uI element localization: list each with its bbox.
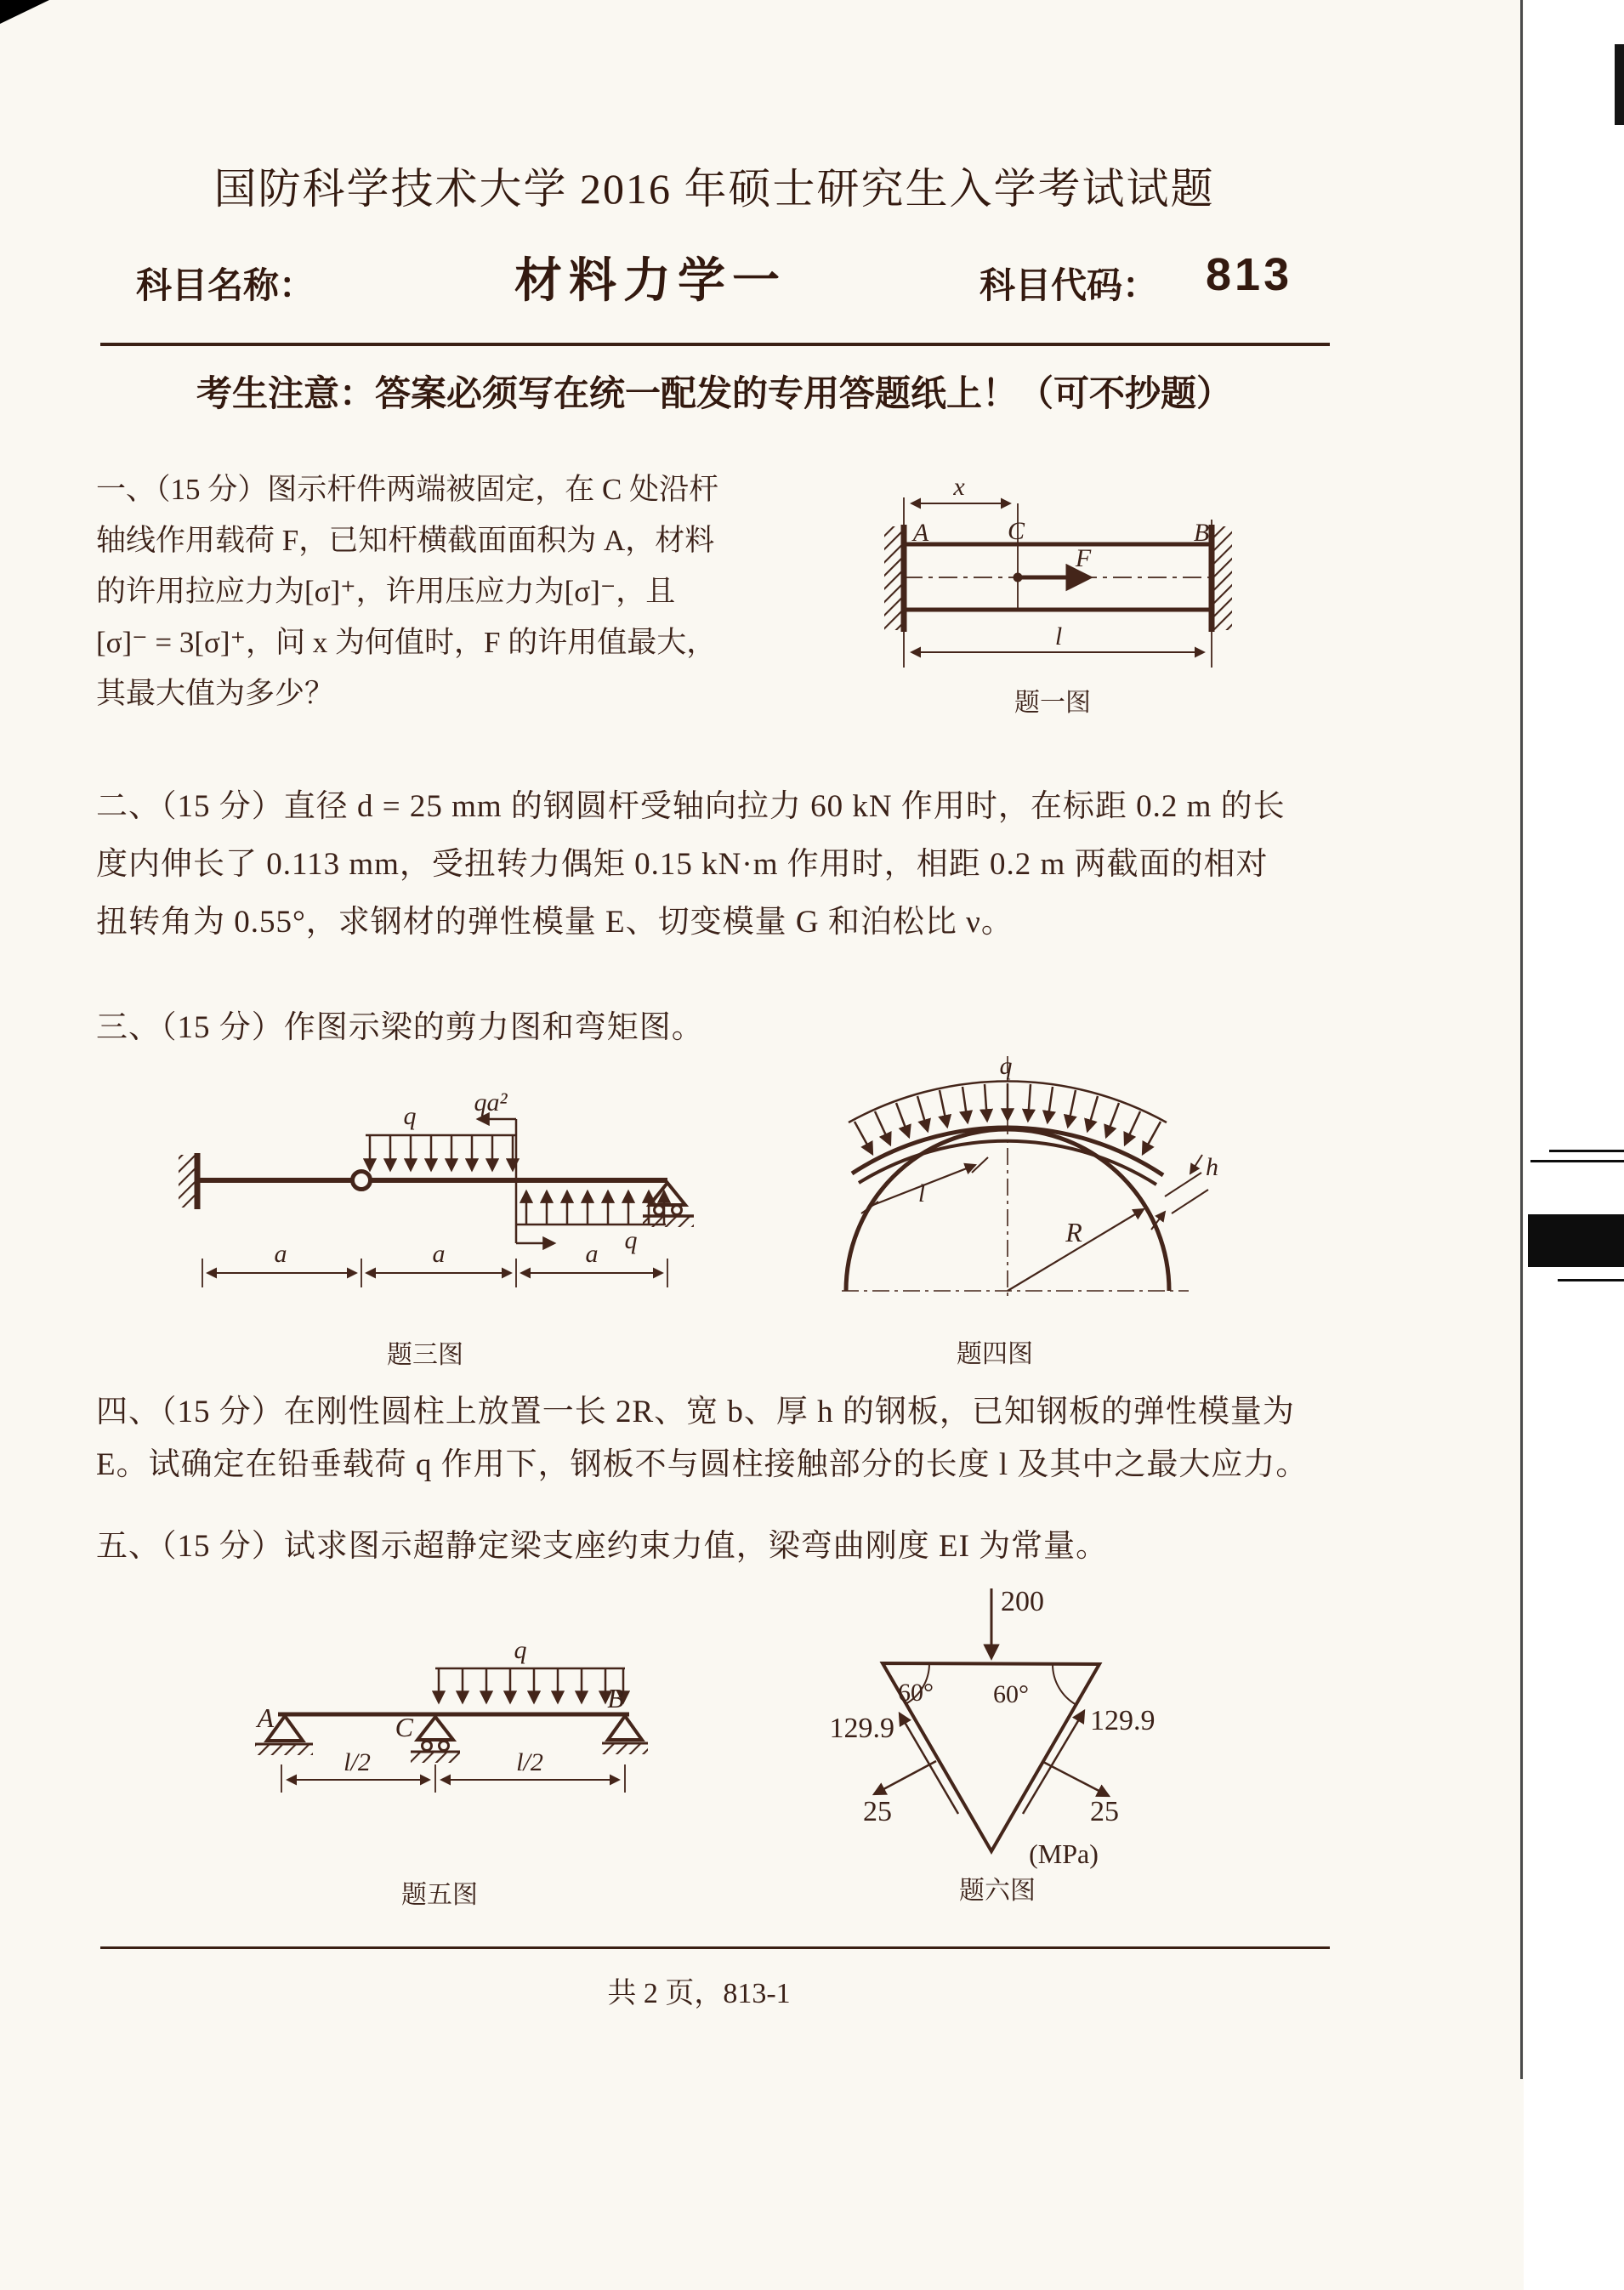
- label-129-left: 129.9: [829, 1713, 894, 1744]
- label-l: l: [1054, 622, 1063, 651]
- dimension-lines: [281, 1764, 625, 1793]
- beam-structure: [255, 1668, 648, 1793]
- problem-2-line: 扭转角为 0.55°，求钢材的弹性模量 E、切变模量 G 和泊松比 ν。: [96, 905, 1014, 940]
- header-rule: [100, 343, 1330, 346]
- left-normal-arrow: [874, 1761, 936, 1794]
- scan-margin-strip: [1524, 0, 1624, 2290]
- scan-edge-mark: [1615, 44, 1624, 125]
- label-h: h: [1206, 1153, 1218, 1181]
- right-wall-hatch: [1213, 526, 1232, 630]
- scan-artifact-line: [1549, 1150, 1624, 1152]
- label-q-bottom: q: [624, 1226, 638, 1254]
- label-129-right: 129.9: [1090, 1705, 1156, 1736]
- right-angle-arc: [1053, 1664, 1076, 1705]
- label-dim-a2: a: [432, 1240, 446, 1268]
- label-a: A: [257, 1702, 274, 1733]
- subject-name-label: 科目名称：: [136, 265, 315, 305]
- roller-support-c: [411, 1717, 460, 1763]
- figure-5-caption: 题五图: [401, 1881, 478, 1909]
- label-unit-mpa: (MPa): [1029, 1838, 1099, 1869]
- label-l: l: [917, 1179, 926, 1208]
- problem-4-line: 四、（15 分）在刚性圆柱上放置一长 2R、宽 b、厚 h 的钢板，已知钢板的弹性模量为: [96, 1395, 1295, 1429]
- distributed-load-arrows: [439, 1668, 623, 1702]
- label-c: C: [395, 1712, 413, 1742]
- subject-name-value: 材料力学一: [514, 253, 786, 307]
- page-title: 国防科学技术大学 2016 年硕士研究生入学考试试题: [213, 165, 1215, 213]
- figure-1-caption: 题一图: [1014, 689, 1091, 717]
- label-b: B: [607, 1683, 624, 1713]
- label-angle-left: 60°: [898, 1679, 934, 1707]
- problem-1-line: 轴线作用载荷 F，已知杆横截面面积为 A，材料: [96, 524, 715, 557]
- pin-support-b: [602, 1716, 648, 1754]
- problem-1-text: [96, 464, 718, 719]
- label-dim-left: l/2: [344, 1748, 371, 1776]
- scan-artifact-bar: [1528, 1214, 1624, 1267]
- dim-h-marks: [1151, 1155, 1208, 1230]
- problem-2-line: 二、（15 分）直径 d = 25 mm 的钢圆杆受轴向拉力 60 kN 作用时，在标距 0.2 m 的长: [96, 789, 1286, 824]
- footer-rule: [100, 1946, 1330, 1949]
- label-f: F: [1075, 544, 1092, 572]
- left-shear-arrow: [900, 1713, 958, 1814]
- scan-artifact-line: [1558, 1279, 1624, 1281]
- figure-4-diagram: [808, 1046, 1233, 1386]
- problem-2-line: 度内伸长了 0.113 mm，受扭转力偶矩 0.15 kN·m 作用时，相距 0.2 m 两截面的相对: [96, 847, 1269, 882]
- figure-1-diagram: [872, 455, 1263, 736]
- notice-line: 考生注意：答案必须写在统一配发的专用答题纸上！（可不抄题）: [196, 373, 1232, 413]
- problem-1-line: [σ]⁻ = 3[σ]⁺，问 x 为何值时，F 的许用值最大，: [96, 626, 717, 659]
- figure-4-caption: 题四图: [957, 1340, 1033, 1368]
- problem-2-text: [96, 778, 1286, 952]
- roller-support: [643, 1183, 694, 1227]
- label-c: C: [1007, 517, 1025, 545]
- figure-6-diagram: [812, 1582, 1216, 1939]
- wall-hatch: [179, 1155, 196, 1208]
- label-dim-right: l/2: [516, 1748, 543, 1776]
- right-normal-arrow: [1043, 1762, 1109, 1796]
- figure-3-caption: 题三图: [387, 1341, 463, 1369]
- label-q-top: q: [403, 1102, 417, 1130]
- right-shear-arrow: [1023, 1711, 1084, 1814]
- label-25-right: 25: [1090, 1796, 1119, 1827]
- label-dim-a1: a: [274, 1240, 287, 1268]
- plate-cylinder: [842, 1056, 1208, 1297]
- figure-5-diagram: [128, 1607, 672, 1930]
- problem-1-line: 的许用拉应力为[σ]⁺，许用压应力为[σ]⁻，且: [96, 575, 676, 608]
- label-25-left: 25: [863, 1796, 892, 1827]
- subject-code-label: 科目代码：: [980, 265, 1159, 305]
- figure-3-diagram: [111, 1080, 723, 1386]
- distributed-load-down: [370, 1135, 513, 1170]
- distributed-load-arrows: [855, 1083, 1161, 1154]
- left-wall-hatch: [884, 526, 903, 630]
- scan-artifact-line: [1530, 1160, 1624, 1162]
- label-r: R: [1065, 1217, 1082, 1247]
- label-moment: qa²: [474, 1088, 508, 1117]
- label-x: x: [953, 473, 965, 501]
- subject-code-value: 813: [1206, 249, 1293, 300]
- label-angle-right: 60°: [993, 1680, 1029, 1708]
- problem-4-text: [96, 1386, 1308, 1492]
- label-dim-a3: a: [585, 1240, 599, 1268]
- problem-1-line: 一、（15 分）图示杆件两端被固定，在 C 处沿杆: [96, 473, 719, 506]
- label-b: B: [1193, 519, 1210, 547]
- scan-corner-mark: [0, 0, 49, 24]
- problem-4-line: E。试确定在铅垂载荷 q 作用下，钢板不与圆柱接触部分的长度 l 及其中之最大应力。: [96, 1447, 1309, 1482]
- stress-element: [874, 1588, 1109, 1851]
- scan-edge-line: [1520, 0, 1523, 2079]
- page-footer: 共 2 页，813-1: [607, 1978, 791, 2009]
- label-q: q: [999, 1052, 1013, 1080]
- figure-6-caption: 题六图: [959, 1877, 1036, 1905]
- problem-1-line: 其最大值为多少？: [96, 677, 335, 710]
- hinge: [353, 1172, 371, 1190]
- label-200: 200: [1001, 1586, 1044, 1617]
- problem-5-heading: 五、（15 分）试求图示超静定梁支座约束力值，梁弯曲刚度 EI 为常量。: [96, 1529, 1109, 1564]
- label-q: q: [514, 1636, 527, 1664]
- label-a: A: [912, 519, 929, 547]
- problem-3-heading: 三、（15 分）作图示梁的剪力图和弯矩图。: [96, 1010, 704, 1045]
